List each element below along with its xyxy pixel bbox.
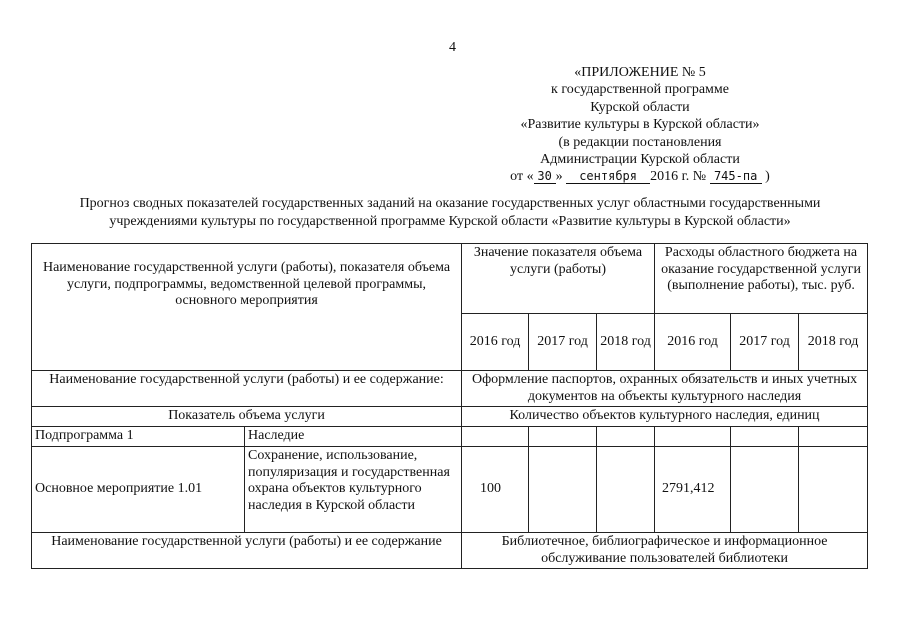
appendix-line: к государственной программе xyxy=(551,82,729,98)
date-mid: » xyxy=(555,169,563,185)
table-cell xyxy=(799,427,868,447)
table-cell xyxy=(462,427,529,447)
table-row xyxy=(32,533,868,569)
title-line-1: Прогноз сводных показателей государственных заданий на оказание государственных услуг областными государственными xyxy=(79,196,821,211)
subprogram-label: Подпрограмма 1 xyxy=(32,427,245,447)
date-month: сентября xyxy=(566,169,650,184)
measure-name: Сохранение, использование, популяризация и государственная охрана объектов культурного наследия в Курской области xyxy=(245,447,462,533)
measure-label: Основное мероприятие 1.01 xyxy=(32,447,245,533)
table-cell xyxy=(655,427,731,447)
appendix-header xyxy=(470,64,810,186)
header-year: 2017 год xyxy=(529,314,597,371)
appendix-line: Курской области xyxy=(590,99,690,115)
table-cell xyxy=(799,447,868,533)
indicators-table xyxy=(31,243,868,569)
date-day: 30 xyxy=(534,169,556,184)
table-cell xyxy=(597,427,655,447)
indicator-value: Количество объектов культурного наследия, единиц xyxy=(462,407,868,427)
appendix-line: «Развитие культуры в Курской области» xyxy=(520,117,760,133)
header-year: 2018 год xyxy=(597,314,655,371)
appendix-date-line xyxy=(470,168,810,185)
date-year: 2016 г. № xyxy=(650,169,707,185)
document-title xyxy=(20,195,880,231)
date-suffix: ) xyxy=(765,169,770,185)
appendix-line: «ПРИЛОЖЕНИЕ № 5 xyxy=(574,65,706,80)
table-row xyxy=(32,371,868,407)
table-row xyxy=(32,407,868,427)
table-row xyxy=(32,427,868,447)
table-cell xyxy=(731,447,799,533)
document-number: 745-па xyxy=(710,169,762,184)
expense-2016: 2791,412 xyxy=(655,447,731,533)
indicator-label: Показатель объема услуги xyxy=(32,407,462,427)
header-year: 2018 год xyxy=(799,314,868,371)
header-year: 2017 год xyxy=(731,314,799,371)
header-name-column: Наименование государственной услуги (работы), показателя объема услуги, подпрограммы, ведомственной целевой программы, основного мероприятия xyxy=(32,244,462,371)
header-year: 2016 год xyxy=(462,314,529,371)
table-cell xyxy=(529,427,597,447)
title-line-2: учреждениями культуры по государственной программе Курской области «Развитие культуры в Курской области» xyxy=(109,214,791,229)
header-volume-group: Значение показателя объема услуги (работы) xyxy=(462,244,655,314)
service-value: Оформление паспортов, охранных обязательств и иных учетных документов на объекты культурного наследия xyxy=(462,371,868,407)
page-number: 4 xyxy=(449,40,456,55)
subprogram-name: Наследие xyxy=(245,427,462,447)
service-label: Наименование государственной услуги (работы) и ее содержание xyxy=(32,533,462,569)
volume-2016: 100 xyxy=(462,447,529,533)
date-prefix: от « xyxy=(510,169,534,185)
table-row xyxy=(32,447,868,533)
service-value: Библиотечное, библиографическое и информационное обслуживание пользователей библиотеки xyxy=(462,533,868,569)
header-expense-group: Расходы областного бюджета на оказание государственной услуги (выполнение работы), тыс. руб. xyxy=(655,244,868,314)
appendix-line: Администрации Курской области xyxy=(540,152,740,168)
appendix-line: (в редакции постановления xyxy=(558,134,722,150)
header-year: 2016 год xyxy=(655,314,731,371)
service-label: Наименование государственной услуги (работы) и ее содержание: xyxy=(32,371,462,407)
table-cell xyxy=(529,447,597,533)
table-cell xyxy=(597,447,655,533)
table-header-row xyxy=(32,244,868,314)
table-cell xyxy=(731,427,799,447)
